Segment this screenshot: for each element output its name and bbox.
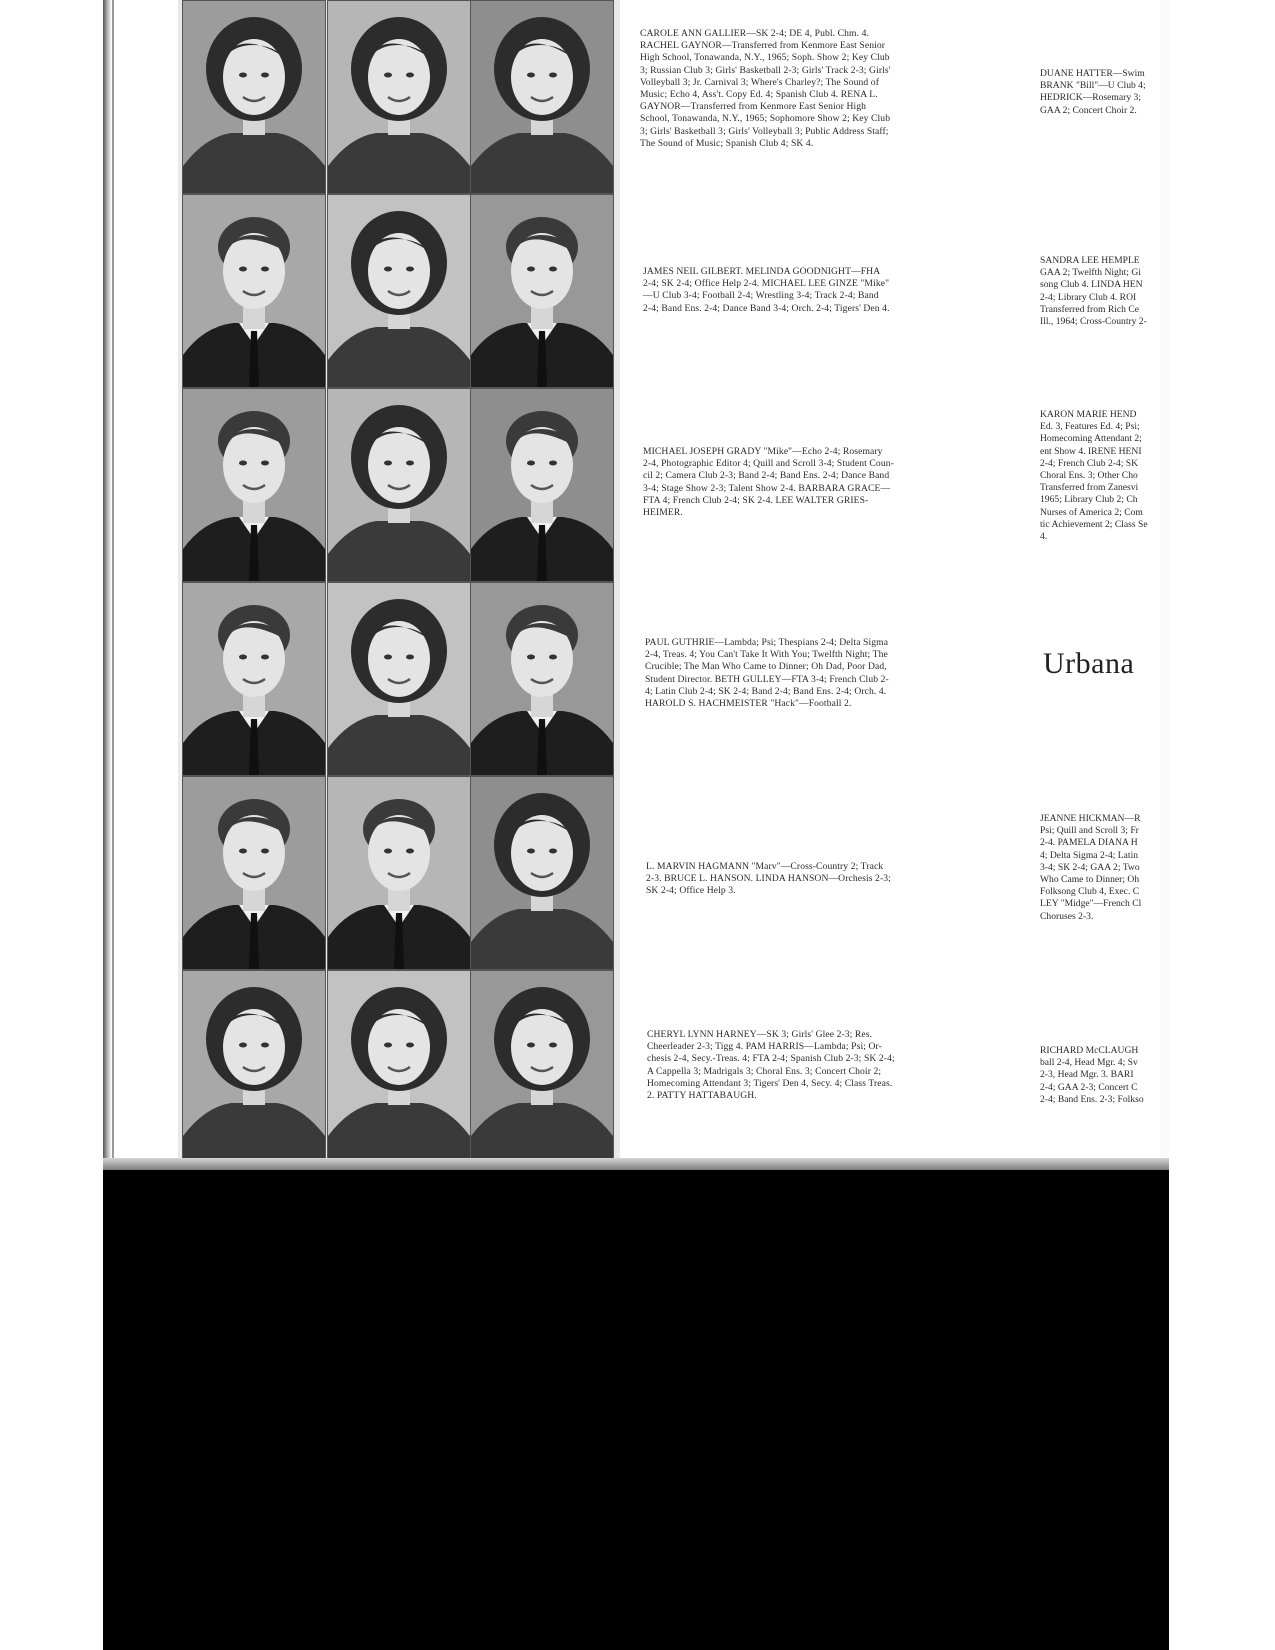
right-bio-mcclaugh: RICHARD McCLAUGH ball 2-4, Head Mgr. 4; Sv 2-3, Head Mgr. 3. BARI 2-4; GAA 2-3; Concert C 2-4; Band Ens. 2-3; Folkso bbox=[1040, 1045, 1144, 1105]
portrait-photo bbox=[327, 388, 471, 582]
portrait-photo bbox=[182, 194, 326, 388]
portrait-photo bbox=[327, 582, 471, 776]
school-name-heading: Urbana bbox=[1043, 647, 1135, 680]
portrait-photo bbox=[470, 582, 614, 776]
bio-block-grady-grace-griesheimer: MICHAEL JOSEPH GRADY "Mike"—Echo 2-4; Rosemary 2-4, Photographic Editor 4; Quill and Scroll 3-4; Student Coun- cil 2; Camera Club 2-3; Band 2-4; Band Ens. 2-4; Dance Band 3-4; Stage Show 2-3; Talent Show 2-4. BARBARA GRACE— FTA 4; French Club 2-4; SK 2-4. LEE WALTER GRIES- HEIMER. bbox=[643, 446, 894, 519]
portrait-photo bbox=[182, 388, 326, 582]
right-bio-hempel: SANDRA LEE HEMPLE GAA 2; Twelfth Night; Gi song Club 4. LINDA HEN 2-4; Library Club 4. ROI Transferred from Rich Ce Ill., 1964; Cross-Country 2- bbox=[1040, 255, 1147, 328]
portrait-photo bbox=[182, 0, 326, 194]
portrait-photo bbox=[327, 970, 471, 1164]
portrait-photo bbox=[470, 776, 614, 970]
portrait-photo bbox=[470, 970, 614, 1164]
right-bio-hend: KARON MARIE HEND Ed. 3, Features Ed. 4; Psi; Homecoming Attendant 2; ent Show 4. IRENE HENI 2-4; French Club 2-4; SK Choral Ens. 3; Other Cho Transferred from Zanesvi 1965; Library Club 2; Ch Nurses of America 2; Com tic Achievement 2; Class Se 4. bbox=[1040, 409, 1148, 543]
bio-block-guthrie-gulley-hachmeister: PAUL GUTHRIE—Lambda; Psi; Thespians 2-4; Delta Sigma 2-4, Treas. 4; You Can't Take It With You; Twelfth Night; The Crucible; The Man Who Came to Dinner; Oh Dad, Poor Dad, Student Director. BETH GULLEY—FTA 3-4; French Club 2- 4; Latin Club 2-4; SK 2-4; Band 2-4; Band Ens. 2-4; Orch. 4. HAROLD S. HACHMEISTER "Hack"—Football 2. bbox=[645, 637, 889, 710]
portrait-photo bbox=[182, 970, 326, 1164]
portrait-photo bbox=[327, 776, 471, 970]
bio-block-harney-harris-hattabaugh: CHERYL LYNN HARNEY—SK 3; Girls' Glee 2-3; Res. Cheerleader 2-3; Tigg 4. PAM HARRIS—Lambda; Psi; Or- chesis 2-4, Secy.-Treas. 4; FTA 2-4; Spanish Club 2-3; SK 2-4; A Cappella 3; Madrigals 3; Choral Ens. 3; Concert Choir 2; Homecoming Attendant 3; Tigers' Den 4, Secy. 4; Class Treas. 2. PATTY HATTABAUGH. bbox=[647, 1029, 895, 1102]
portrait-photo bbox=[327, 194, 471, 388]
portrait-photo bbox=[470, 194, 614, 388]
right-bio-hickman: JEANNE HICKMAN—R Psi; Quill and Scroll 3; Fr 2-4. PAMELA DIANA H 4; Delta Sigma 2-4; Latin 3-4; SK 2-4; GAA 2; Two Who Came to Dinner; Oh Folksong Club 4, Exec. C LEY "Midge"—French Cl Choruses 2-3. bbox=[1040, 813, 1142, 922]
scan-dark-background bbox=[103, 1170, 1169, 1650]
bio-block-hagmann-hanson: L. MARVIN HAGMANN "Marv"—Cross-Country 2; Track 2-3. BRUCE L. HANSON. LINDA HANSON—Orchesis 2-3; SK 2-4; Office Help 3. bbox=[646, 861, 891, 897]
portrait-photo bbox=[470, 388, 614, 582]
page-right-edge bbox=[1160, 0, 1169, 1170]
portrait-grid bbox=[178, 0, 620, 1170]
portrait-photo bbox=[182, 776, 326, 970]
bio-block-gallier-gaynor: CAROLE ANN GALLIER—SK 2-4; DE 4, Publ. Chm. 4. RACHEL GAYNOR—Transferred from Kenmore East Senior High School, Tonawanda, N.Y., 1965; Soph. Show 2; Key Club 3; Russian Club 3; Girls' Basketball 2-3; Girls' Track 2-3; Girls' Volleyball 3; Jr. Carnival 3; Where's Charley?; The Sound of Music; Echo 4, Ass't. Copy Ed. 4; Spanish Club 4. RENA L. GAYNOR—Transferred from Kenmore East Senior High School, Tonawanda, N.Y., 1965; Sophomore Show 2; Key Club 3; Girls' Basketball 3; Girls' Volleyball 3; Public Address Staff; The Sound of Music; Spanish Club 4; SK 4. bbox=[640, 28, 891, 149]
portrait-photo bbox=[327, 0, 471, 194]
portrait-photo bbox=[470, 0, 614, 194]
scan-binding-rule bbox=[112, 0, 114, 1170]
bio-block-gilbert-goodnight-ginze: JAMES NEIL GILBERT. MELINDA GOODNIGHT—FHA 2-4; SK 2-4; Office Help 2-4. MICHAEL LEE GINZE "Mike" —U Club 3-4; Football 2-4; Wrestling 3-4; Track 2-4; Band 2-4; Band Ens. 2-4; Dance Band 3-4; Orch. 2-4; Tigers' Den 4. bbox=[643, 266, 890, 314]
right-bio-hatter: DUANE HATTER—Swim BRANK "Bill"—U Club 4; HEDRICK—Rosemary 3; GAA 2; Concert Choir 2. bbox=[1040, 68, 1146, 116]
portrait-photo bbox=[182, 582, 326, 776]
scan-binding-shadow bbox=[103, 0, 111, 1170]
